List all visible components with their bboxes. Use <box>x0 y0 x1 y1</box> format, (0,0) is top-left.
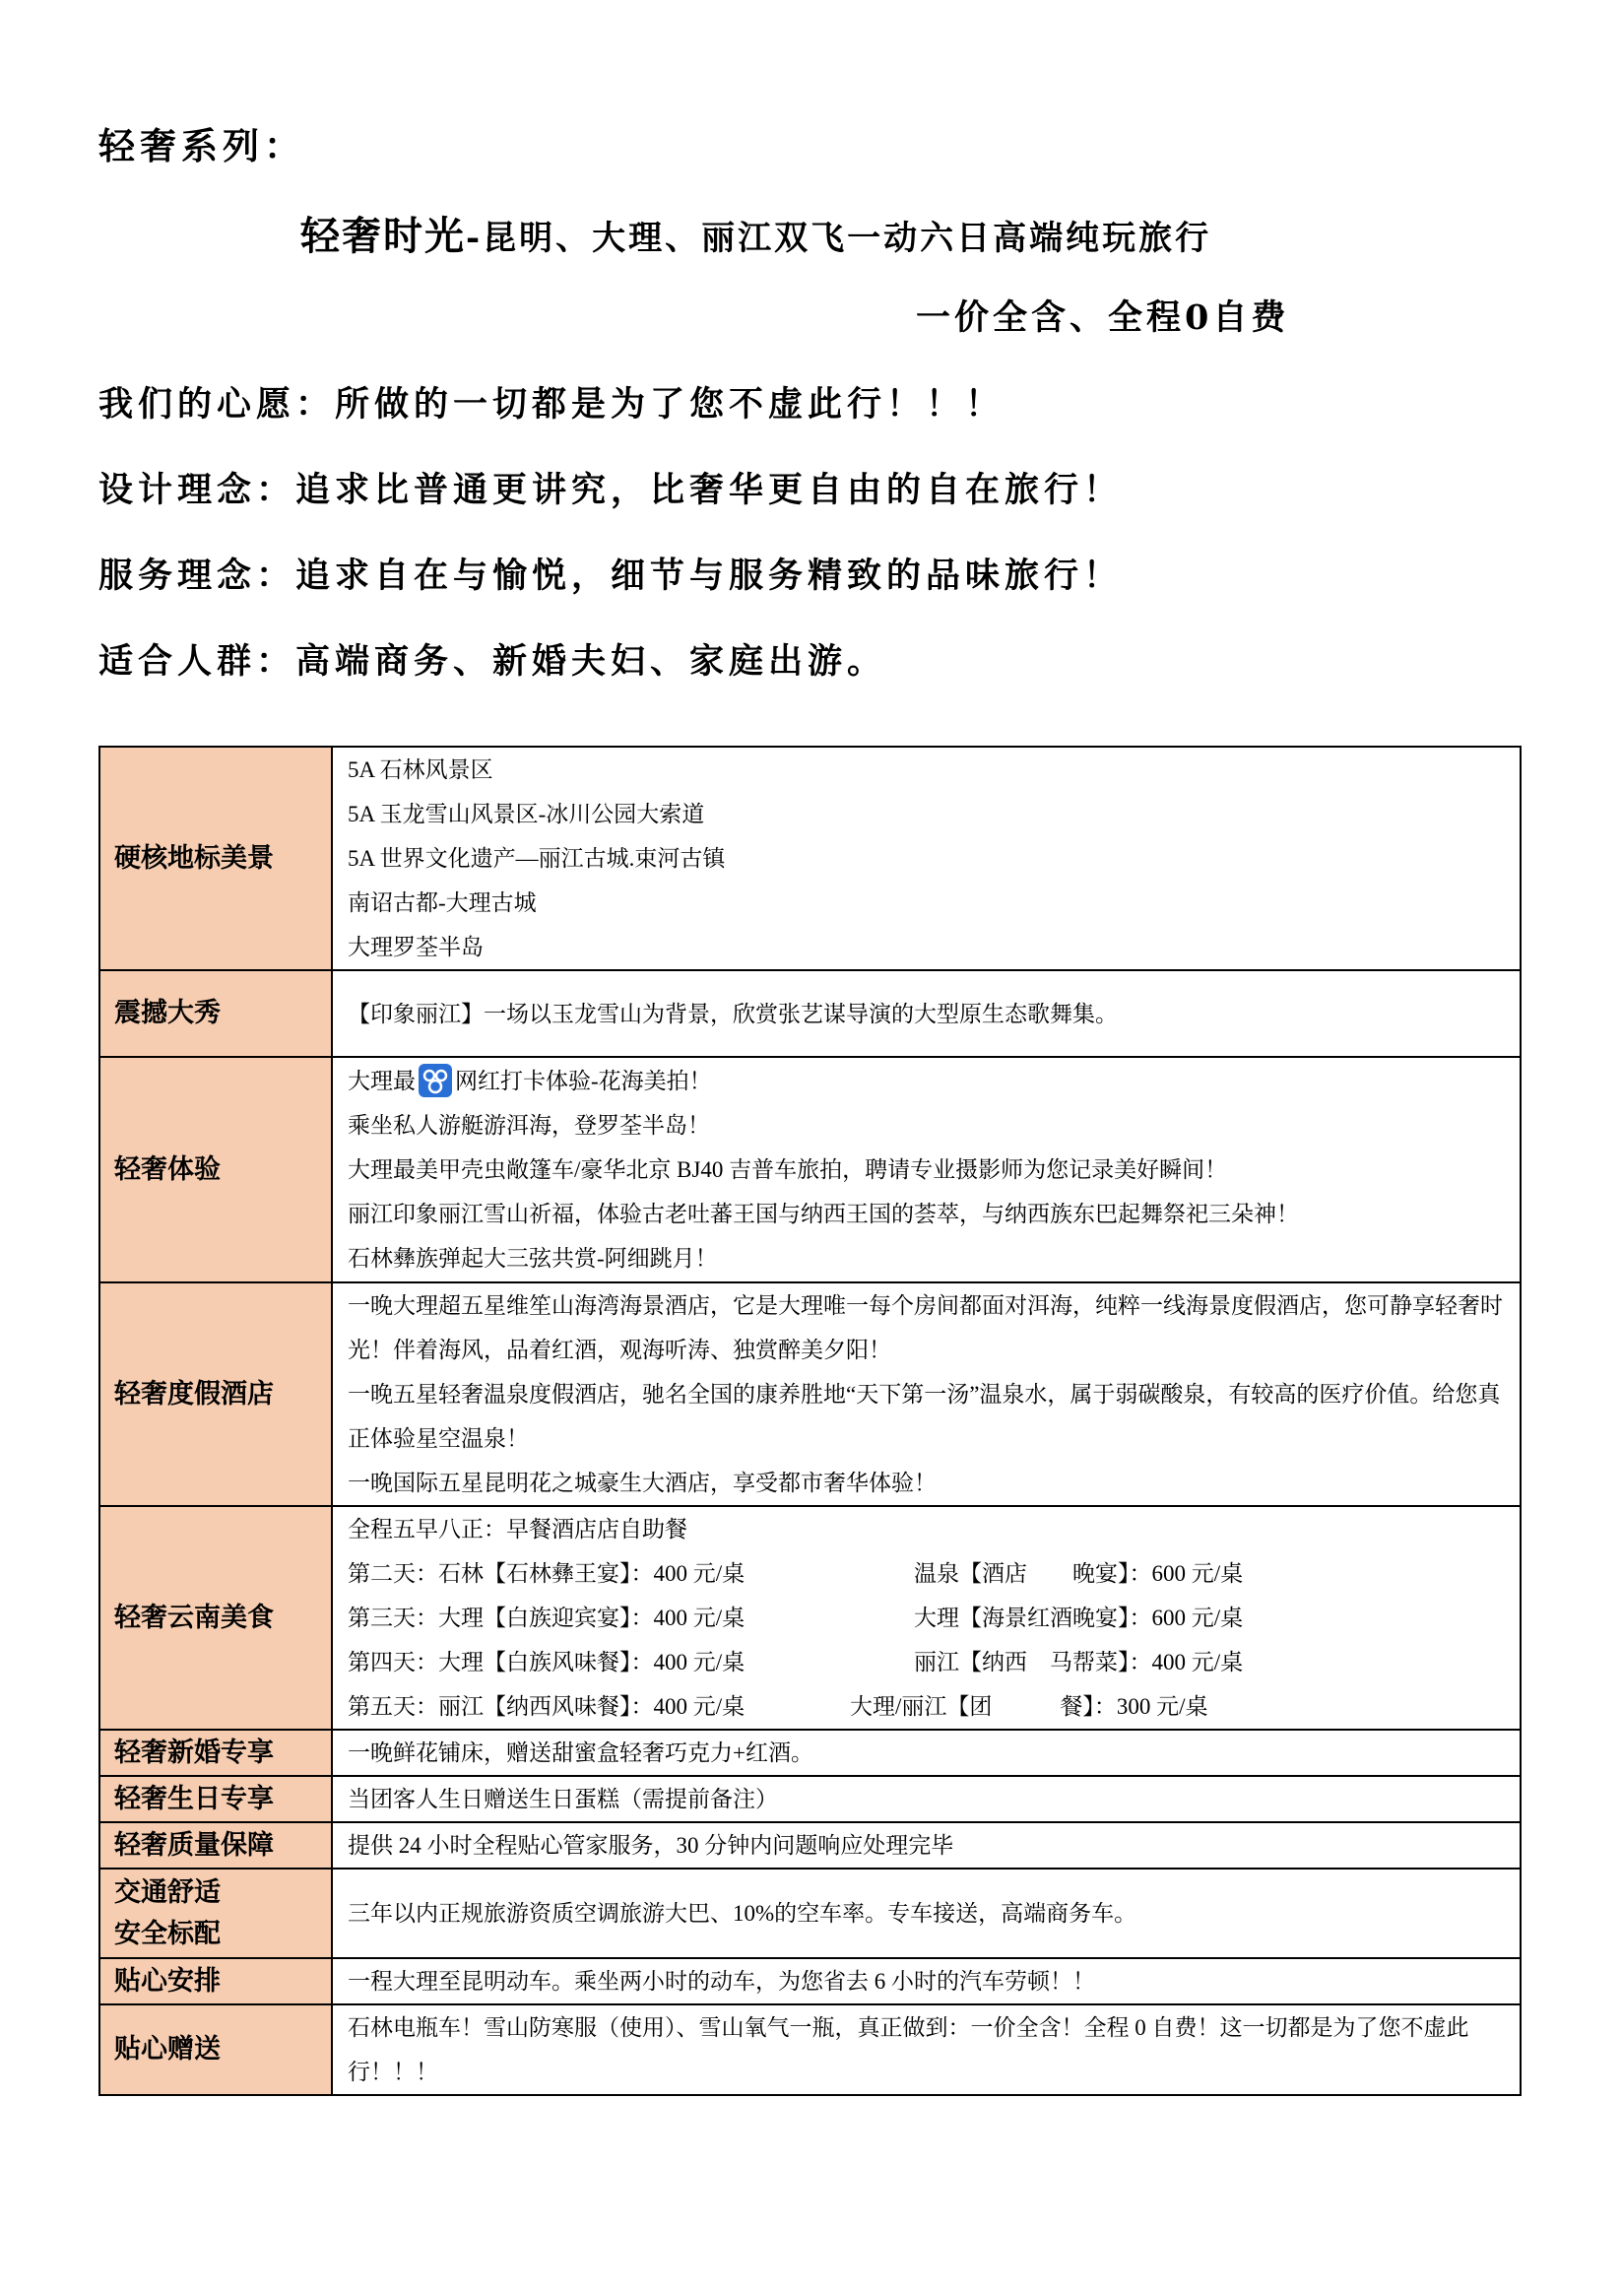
meal-row <box>348 1640 1508 1684</box>
quality-text: 提供 24 小时全程贴心管家服务，30 分钟内问题响应处理完毕 <box>348 1833 954 1858</box>
row-arrangement <box>99 1958 1521 2004</box>
show-content <box>332 970 1521 1057</box>
meal-left: 第三天：大理【白族迎宾宴】：400 元/桌 <box>348 1606 746 1630</box>
experience-content <box>332 1057 1521 1282</box>
row-food <box>99 1506 1521 1730</box>
transport-content <box>332 1869 1521 1958</box>
itinerary-table <box>98 746 1522 2096</box>
hotel-item: 一晚五星轻奢温泉度假酒店，驰名全国的康养胜地“天下第一汤”温泉水，属于弱碳酸泉，有较高的医疗价值。给您真正体验星空温泉！ <box>348 1382 1501 1451</box>
transport-label-line2: 安全标配 <box>114 1918 221 1949</box>
gift-text: 石林电瓶车！雪山防寒服（使用）、雪山氧气一瓶，真正做到：一价全含！全程 0 自费！这一切都是为了您不虚此行！！！ <box>348 2015 1469 2084</box>
meal-right: 大理/丽江【团 餐】：300 元/桌 <box>850 1694 1208 1719</box>
meal-row <box>348 1596 1508 1640</box>
wedding-text: 一晚鲜花铺床，赠送甜蜜盒轻奢巧克力+红酒。 <box>348 1740 813 1765</box>
category-transport <box>99 1869 332 1958</box>
category-food: 轻奢云南美食 <box>99 1506 332 1730</box>
row-attractions <box>99 747 1521 970</box>
row-experience <box>99 1057 1521 1282</box>
flower-icon <box>418 1063 453 1098</box>
main-title <box>300 205 1211 261</box>
hotel-item: 一晚国际五星昆明花之城豪生大酒店，享受都市奢华体验！ <box>348 1471 937 1495</box>
hotel-content <box>332 1282 1521 1506</box>
experience-item: 丽江印象丽江雪山祈福，体验古老吐蕃王国与纳西王国的荟萃，与纳西族东巴起舞祭祀三朵神！ <box>348 1202 1299 1226</box>
arrangement-text: 一程大理至昆明动车。乘坐两小时的动车，为您省去 6 小时的汽车劳顿！！ <box>348 1969 1095 1994</box>
transport-label-line1: 交通舒适 <box>114 1876 221 1908</box>
attraction-item: 南诏古都-大理古城 <box>348 890 537 915</box>
category-hotel: 轻奢度假酒店 <box>99 1282 332 1506</box>
birthday-text: 当团客人生日赠送生日蛋糕（需提前备注） <box>348 1787 778 1811</box>
experience-item: 乘坐私人游艇游洱海，登罗荃半岛！ <box>348 1113 710 1138</box>
category-arrangement: 贴心安排 <box>99 1958 332 2004</box>
intro-design: 设计理念：追求比普通更讲究，比奢华更自由的自在旅行！ <box>98 470 1124 510</box>
experience-item: 石林彝族弹起大三弦共赏-阿细跳月！ <box>348 1246 718 1271</box>
row-quality <box>99 1822 1521 1869</box>
category-gift: 贴心赠送 <box>99 2004 332 2095</box>
attraction-item: 5A 世界文化遗产—丽江古城.束河古镇 <box>348 846 726 871</box>
category-wedding: 轻奢新婚专享 <box>99 1730 332 1776</box>
attractions-content <box>332 747 1521 970</box>
intro-audience: 适合人群：高端商务、新婚夫妇、家庭出游。 <box>98 641 887 682</box>
category-birthday: 轻奢生日专享 <box>99 1776 332 1822</box>
attraction-item: 5A 石林风景区 <box>348 757 493 782</box>
meal-right: 丽江【纳西 马帮菜】：400 元/桌 <box>914 1650 1244 1674</box>
experience-item: 大理最美甲壳虫敞篷车/豪华北京 BJ40 吉普车旅拍，聘请专业摄影师为您记录美好瞬间！ <box>348 1157 1228 1182</box>
quality-content <box>332 1822 1521 1869</box>
row-birthday <box>99 1776 1521 1822</box>
row-transport <box>99 1869 1521 1958</box>
main-title-route: -昆明、大理、丽江双飞一动六日高端纯玩旅行 <box>466 219 1212 258</box>
row-gift <box>99 2004 1521 2095</box>
hotel-item: 一晚大理超五星维笙山海湾海景酒店，它是大理唯一每个房间都面对洱海，纯粹一线海景度假酒店，您可静享轻奢时光！伴着海风，品着红酒，观海听涛、独赏醉美夕阳！ <box>348 1293 1503 1362</box>
series-label: 轻奢系列： <box>98 125 305 167</box>
experience-prefix: 大理最 <box>348 1069 416 1093</box>
category-experience: 轻奢体验 <box>99 1057 332 1282</box>
row-wedding <box>99 1730 1521 1776</box>
attraction-item: 大理罗荃半岛 <box>348 935 484 959</box>
experience-item <box>348 1059 1508 1103</box>
meal-row <box>348 1551 1508 1596</box>
meal-left: 第五天：丽江【纳西风味餐】：400 元/桌 <box>348 1694 746 1719</box>
main-title-name: 轻奢时光 <box>300 213 466 259</box>
transport-text: 三年以内正规旅游资质空调旅游大巴、10%的空车率。专车接送，高端商务车。 <box>348 1901 1137 1926</box>
meal-row <box>348 1684 1508 1729</box>
category-attractions: 硬核地标美景 <box>99 747 332 970</box>
meal-right: 温泉【酒店 晚宴】：600 元/桌 <box>914 1561 1244 1586</box>
intro-service: 服务理念：追求自在与愉悦，细节与服务精致的品味旅行！ <box>98 556 1124 596</box>
show-text: 【印象丽江】一场以玉龙雪山为背景，欣赏张艺谋导演的大型原生态歌舞集。 <box>348 1001 1118 1026</box>
food-summary: 全程五早八正：早餐酒店店自助餐 <box>348 1517 687 1542</box>
experience-suffix: 网红打卡体验-花海美拍！ <box>455 1069 712 1093</box>
category-show: 震撼大秀 <box>99 970 332 1057</box>
birthday-content <box>332 1776 1521 1822</box>
row-hotel <box>99 1282 1521 1506</box>
gift-content <box>332 2004 1521 2095</box>
category-quality: 轻奢质量保障 <box>99 1822 332 1869</box>
arrangement-content <box>332 1958 1521 2004</box>
food-content <box>332 1506 1521 1730</box>
row-show <box>99 970 1521 1057</box>
intro-wish: 我们的心愿：所做的一切都是为了您不虚此行！！！ <box>98 384 1005 425</box>
attraction-item: 5A 玉龙雪山风景区-冰川公园大索道 <box>348 802 705 826</box>
wedding-content <box>332 1730 1521 1776</box>
meal-right: 大理【海景红酒晚宴】：600 元/桌 <box>914 1606 1244 1630</box>
meal-left: 第四天：大理【白族风味餐】：400 元/桌 <box>348 1650 746 1674</box>
subtitle: 一价全含、全程0自费 <box>916 297 1290 338</box>
meal-left: 第二天：石林【石林彝王宴】：400 元/桌 <box>348 1561 746 1586</box>
